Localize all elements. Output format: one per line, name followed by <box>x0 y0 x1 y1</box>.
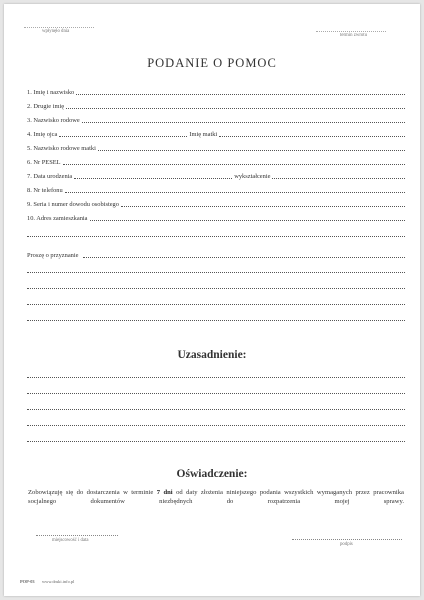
fill-line[interactable] <box>219 136 405 137</box>
justification-line[interactable] <box>27 409 405 410</box>
publisher-website: www.druki.info.pl <box>42 579 75 584</box>
return-deadline-line <box>316 31 386 32</box>
field-phone[interactable] <box>27 184 405 194</box>
declaration-text <box>28 488 404 506</box>
fill-line[interactable] <box>98 150 405 151</box>
field-label: 1. Imię i nazwisko <box>27 89 75 96</box>
field-label: Proszę o przyznanie <box>27 252 79 259</box>
field-label: 8. Nr telefonu <box>27 187 63 194</box>
justification-line[interactable] <box>27 441 405 442</box>
justification-heading: Uzasadnienie: <box>177 349 247 361</box>
fill-line[interactable] <box>59 136 187 137</box>
request-line[interactable] <box>27 272 405 273</box>
fill-line[interactable] <box>121 206 405 207</box>
fill-line[interactable] <box>272 178 405 179</box>
field-label: 7. Data urodzenia <box>27 173 73 180</box>
fill-line[interactable] <box>74 178 232 179</box>
field-label-education: wykształcenie <box>234 173 271 180</box>
form-title: PODANIE O POMOC <box>147 56 277 70</box>
signature-caption: podpis <box>340 542 353 547</box>
fill-line[interactable] <box>66 108 405 109</box>
field-pesel[interactable] <box>27 156 405 166</box>
field-label: 4. Imię ojca <box>27 131 58 138</box>
field-full-name[interactable] <box>27 86 405 96</box>
field-address[interactable] <box>27 212 405 222</box>
declaration-heading: Oświadczenie: <box>176 468 248 480</box>
declaration-text-end: od daty złożenia niniejszego podania wszystkich wymaganych przez pracownika socjalnego dokumentów niezbędnych do rozpatrzenia mojej sprawy. <box>28 489 404 505</box>
fill-line[interactable] <box>82 122 405 123</box>
fill-line[interactable] <box>76 94 405 95</box>
field-label: 10. Adres zamieszkania <box>27 215 88 222</box>
form-page <box>4 4 420 596</box>
request-line[interactable] <box>27 288 405 289</box>
address-continuation-line[interactable] <box>27 236 405 237</box>
field-label: 9. Seria i numer dowodu osobistego <box>27 201 119 208</box>
field-label-mother-name: Imię matki <box>189 131 218 138</box>
place-date-caption: miejscowość i data <box>52 538 89 543</box>
field-second-name[interactable] <box>27 100 405 110</box>
request-line[interactable] <box>27 320 405 321</box>
field-id-card[interactable] <box>27 198 405 208</box>
field-label: 2. Drugie imię <box>27 103 65 110</box>
declaration-text-start: Zobowiązuję się do dostarczenia w terminie <box>28 489 154 496</box>
declaration-deadline: 7 dni <box>156 489 173 496</box>
justification-line[interactable] <box>27 377 405 378</box>
justification-line[interactable] <box>27 393 405 394</box>
fill-line[interactable] <box>90 220 405 221</box>
field-family-name[interactable] <box>27 114 405 124</box>
field-birth-date-education[interactable] <box>27 170 405 180</box>
return-deadline-caption: termin zwrotu <box>340 33 368 38</box>
request-line[interactable] <box>27 304 405 305</box>
received-date-caption: wpłynęło dnia <box>42 29 70 34</box>
place-date-line[interactable] <box>36 535 118 536</box>
field-label: 5. Nazwisko rodowe matki <box>27 145 96 152</box>
received-date-line <box>24 27 94 28</box>
field-label: 6. Nr PESEL <box>27 159 61 166</box>
fill-line[interactable] <box>83 257 405 258</box>
field-parents-names[interactable] <box>27 128 405 138</box>
signature-line[interactable] <box>292 539 402 540</box>
field-mother-family-name[interactable] <box>27 142 405 152</box>
field-label: 3. Nazwisko rodowe <box>27 117 80 124</box>
field-request[interactable] <box>27 249 405 259</box>
justification-line[interactable] <box>27 425 405 426</box>
fill-line[interactable] <box>65 192 405 193</box>
form-code: POP-03 <box>20 579 35 584</box>
fill-line[interactable] <box>63 164 405 165</box>
